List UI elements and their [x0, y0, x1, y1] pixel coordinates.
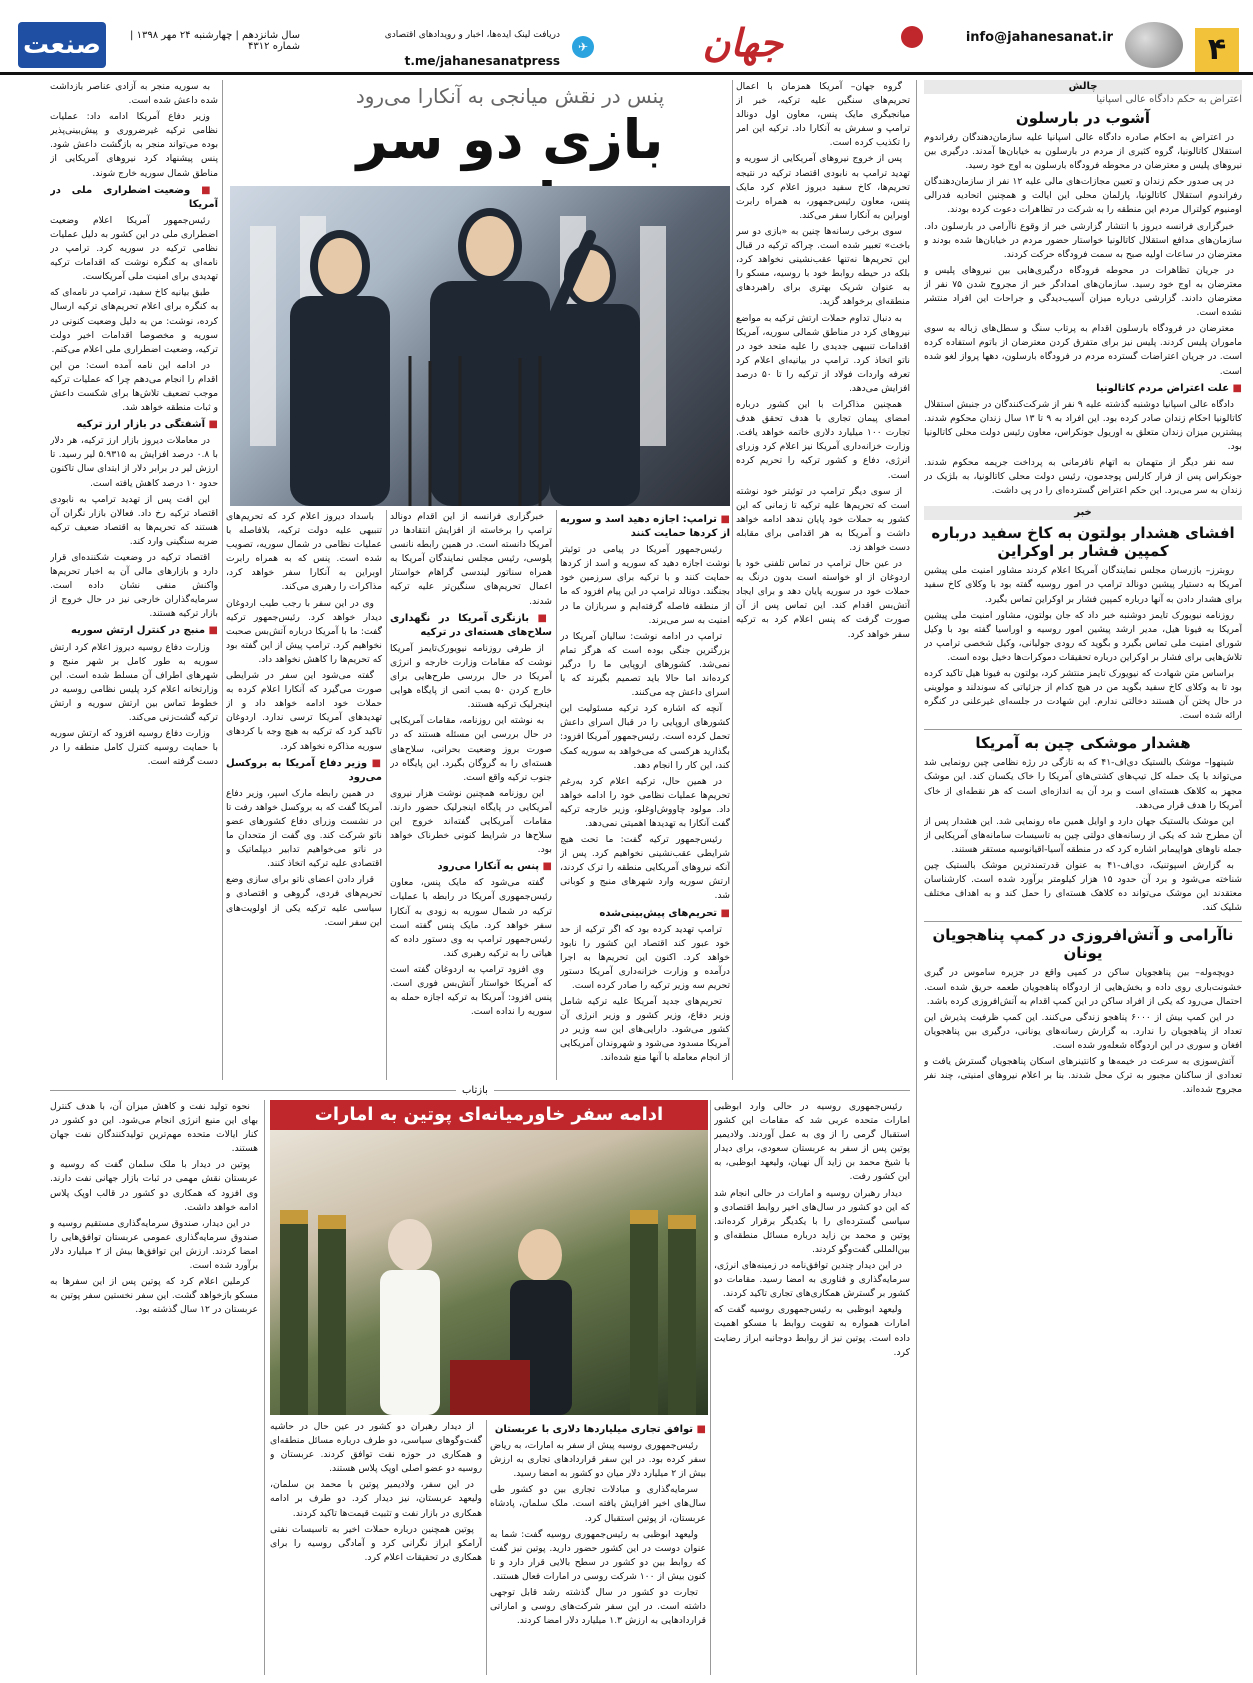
headline-supertitle: اعتراض به حکم دادگاه عالی اسپانیا [1096, 94, 1242, 105]
paragraph: در عین حال ترامپ در تماس تلفنی خود با اردوغان از او خواسته است بدون درنگ به حملات خود در سوریه پایان دهد و برای ایجاد آتش‌بس اقدام کند. این تماس پس از آن صورت گرفت که پنس اعلام کرد به ترکیه سفر خواهد کرد. [736, 558, 910, 640]
main-column-1 [736, 80, 910, 1080]
bottom-photo [270, 1130, 708, 1415]
newspaper-logo: صنعت [18, 22, 106, 68]
main-column-3 [390, 510, 552, 1080]
article-greece-camp [924, 966, 1242, 1099]
paragraph: آنچه که اشاره کرد ترکیه مسئولیت این کشورهای اروپایی را در قبال اسرای داعش تحمل کرده است. رئیس‌جمهور آمریکا افزود: بگذارید هرکسی که می‌خواهد به سوریه کمک کند، این کار را انجام دهد. [560, 703, 730, 771]
paragraph: وزیر دفاع آمریکا ادامه داد: عملیات نظامی ترکیه غیرضروری و پیش‌بینی‌پذیر بوده می‌تواند منجر به بازگشت داعش شود. پنس پیشنهاد کرد نیروهای آمریکایی از مناطق شمال سوریه خارج شوند. [50, 111, 218, 179]
paragraph: سه نفر دیگر از متهمان به اتهام نافرمانی به پرداخت جریمه محکوم شدند. جونکراس پس از فرار کارلس پوجدمون، رئیس دولت محلی کاتالونیا، به بلژیک در زندان به سر می‌برد. این حکم اعتراض گسترده‌ای را در پی داشت. [924, 457, 1242, 497]
headline-greece-camp: ناآرامی و آتش‌افروزی در کمپ پناهجویان یونان [932, 926, 1234, 963]
paragraph: وزارت دفاع روسیه دیروز اعلام کرد ارتش سوریه به طور کامل بر شهر منبج و شهرهای اطراف آن مسلط شده است. این وزارتخانه اعلام کرد پلیس نظامی روسیه در خطوط تماس بین ارتش سوریه و ارتش ترکیه گشت‌زنی می‌کند. [50, 641, 218, 724]
paragraph: به سوریه منجر به آزادی عناصر بازداشت شده داعش شده است. [50, 81, 218, 107]
subheading: ■ پنس به آنکارا می‌رود [390, 860, 552, 874]
paragraph: نحوه تولید نفت و کاهش میزان آن، با هدف کنترل بهای این منبع انرژی انجام می‌شود. این دو کشور در کنار ایالات متحده مهم‌ترین تولیدکنندگان نفت جهان هستند. [50, 1101, 258, 1155]
paragraph: دویچه‌وله– بین پناهجویان ساکن در کمپی واقع در جزیره ساموس در گیری خشونت‌باری روی داده و بخش‌هایی از اردوگاه پناهجویان طعمه حریق شده است. احتمال می‌رود که یکی از افراد ساکن در این کمپ اقدام به آتش‌افروزی کرده باشد. [924, 967, 1242, 1007]
paragraph: از طرفی روزنامه نیویورک‌تایمز آمریکا نوشت که مقامات وزارت خارجه و انرژی آمریکا در حال بررسی طرح‌هایی برای خارج کردن ۵۰ بمب اتمی از پایگاه هوایی اینجرلیک ترکیه هستند. [390, 642, 552, 711]
paragraph: این افت پس از تهدید ترامپ به نابودی اقتصاد ترکیه رخ داد. فعالان بازار نگران آن هستند که تحریم‌ها به اقتصاد ضعیف ترکیه ضربه سنگینی وارد کند. [50, 493, 218, 547]
paragraph: باسداد دیروز اعلام کرد که تحریم‌های تنبیهی علیه دولت ترکیه، بلافاصله با عملیات نظامی در شمال سوریه، تصویب شده است. پنس که به همراه رابرت اوبراین به آنکارا سفر خواهد کرد، مذاکرات را رهبری می‌کند. [226, 511, 382, 593]
page-number: ۴ [1195, 28, 1239, 72]
main-column-2 [560, 510, 730, 1080]
subheading: ■ بازنگری آمریکا در نگهداری سلاح‌های هسته‌ای در ترکیه [390, 612, 552, 640]
paragraph: اقتصاد ترکیه در وضعیت شکننده‌ای قرار دارد و بازارهای مالی آن به اخبار تحریم‌ها واکنش منفی نشان داده است. سرمایه‌گذاران خارجی نیز در حال خروج از بازار ترکیه هستند. [50, 552, 218, 620]
paragraph: سرمایه‌گذاری و مبادلات تجاری بین دو کشور طی سال‌های اخیر افزایش یافته است. ملک سلمان، پادشاه عربستان، از پوتین استقبال کرد. [490, 1484, 706, 1524]
section-tag: بازتاب [456, 1083, 494, 1098]
paragraph: در این دیدار، صندوق سرمایه‌گذاری مستقیم روسیه و صندوق سرمایه‌گذاری عمومی عربستان توافق‌هایی را امضا کردند. ارزش این توافق‌ها بیش از ۲ میلیارد دلار برآورد شده است. [50, 1217, 258, 1272]
sidebar-kicker: خبر [924, 506, 1242, 520]
paragraph: تجارت دو کشور در سال گذشته رشد قابل توجهی داشته است. در این سفر شرکت‌های روسی و اماراتی قراردادهایی به ارزش ۱.۳ میلیارد دلار امضا کردند. [490, 1587, 706, 1627]
telegram-text: دریافت لینک ایده‌ها، اخبار و رویدادهای اقتصادی [384, 30, 560, 40]
paragraph: روبترز– بازرسان مجلس نمایندگان آمریکا اعلام کردند مشاور امنیت ملی پیشین آمریکا به دستیار پیشین دونالد ترامپ در امور روسیه گفته بود با وکلای کاخ سفید برای هشدار دادن به آنها درباره کمپین فشار بر اوکراین تماس بگیرد. [924, 565, 1242, 605]
sidebar-kicker: چالش [924, 80, 1242, 94]
paragraph: در پی صدور حکم زندان و تعیین مجازات‌های مالی علیه ۱۲ نفر از سازمان‌دهندگان رفراندوم استقلال کاتالونیا، پارلمان محلی این ایالت و همچنین اتحادیه فدرالی اومنیوم کولترال مردم این منطقه را به شرکت در تظاهرات دعوت کرده بودند. [924, 176, 1242, 216]
paragraph: دادگاه عالی اسپانیا دوشنبه گذشته علیه ۹ نفر از شرکت‌کنندگان در جنبش استقلال کاتالونیا احکام زندان صادر کرده بود. این افراد به ۹ تا ۱۳ سال زندان محکوم شدند. پیشترین میزان زندان متعلق به اوریول جونکراس، معاون رئیس دولت محلی کاتالونیا بود. [924, 398, 1242, 452]
subheading: ■ ترامپ: اجازه دهید اسد و سوریه از کردها حمایت کنند [560, 513, 730, 541]
paragraph: رئیس‌جمهوری روسیه پیش از سفر به امارات، به ریاض سفر کرده بود. در این سفر قراردادهای تجاری به ارزش بیش از ۲ میلیارد دلار میان دو کشور به امضا رسید. [490, 1440, 706, 1480]
article-china-missile [924, 756, 1242, 917]
paragraph: رئیس‌جمهور آمریکا اعلام وضعیت اضطراری ملی در این کشور به دلیل عملیات نظامی ترکیه در سوریه کرد. ترامپ در نامه‌ای به کنگره نوشت که اقدامات ترکیه تهدیدی برای امنیت ملی آمریکاست. [50, 214, 218, 283]
article-barcelona [924, 131, 1242, 500]
paragraph: ترامپ در ادامه نوشت: سالیان آمریکا در بزرگترین جنگی بوده است که هرگز تمام نمی‌شد. کشورهای اروپایی ما را درگیر کرده‌اند اما حالا باید تصمیم بگیرند که با اسرای داعش چه می‌کنند. [560, 630, 730, 699]
paragraph: پوتین همچنین درباره حملات اخیر به تاسیسات نفتی آرامکو ابراز نگرانی کرد و آمادگی روسیه را برای همکاری در تحقیقات اعلام کرد. [270, 1523, 482, 1563]
bottom-headline-banner: ادامه سفر خاورمیانه‌ای پوتین به امارات [270, 1100, 708, 1130]
paragraph: به دنبال تداوم حملات ارتش ترکیه به مواضع نیروهای کرد در مناطق شمالی سوریه، آمریکا اقدامات تنبیهی جدیدی را علیه متحد خود در ناتو اتخاذ کرد. ترامپ در بیانیه‌ای اعلام کرد تعرفه واردات فولاد از ترکیه را تا ۵۰ درصد افزایش می‌دهد. [736, 312, 910, 394]
paragraph: قرار دادن اعضای ناتو برای سازی وضع تحریم‌های فردی، گروهی و اقتصادی و سیاسی علیه ترکیه یکی از اولویت‌های این سفر است. [226, 874, 382, 928]
paragraph: ترامپ تهدید کرده بود که اگر ترکیه از حد خود عبور کند اقتصاد این کشور را نابود خواهد کرد. اکنون این تحریم‌ها به اجرا درآمده و وزارت خزانه‌داری آمریکا دستور تحریم سه وزیر ترکیه را صادر کرده است. [560, 923, 730, 991]
paragraph: به نوشته این روزنامه، مقامات آمریکایی در حال بررسی این مسئله هستند که در صورت بروز وضعیت بحرانی، سلاح‌های هسته‌ای را به گروگان بگیرد. این پایگاه در جنوب ترکیه واقع است. [390, 715, 552, 783]
headline-bolton: افشای هشدار بولتون به کاخ سفید درباره کمپین فشار بر اوکراین [931, 524, 1235, 561]
bottom-column-4 [50, 1100, 258, 1675]
press-conference-image [230, 186, 730, 506]
subheading: ■ تحریم‌های پیش‌بینی‌شده [560, 907, 730, 921]
subheading: ■ منبج در کنترل ارتش سوریه [50, 624, 218, 638]
paragraph: تحریم‌های جدید آمریکا علیه ترکیه شامل وزیر دفاع، وزیر کشور و وزیر انرژی آن کشور می‌شود. دارایی‌های این سه وزیر در آمریکا مسدود می‌شود و شهروندان آمریکایی از انجام معامله با آنها منع شده‌اند. [560, 996, 730, 1064]
paragraph: در این سفر، ولادیمیر پوتین با محمد بن سلمان، ولیعهد عربستان، نیز دیدار کرد. دو طرف بر ادامه همکاری در بازار نفت و تثبیت قیمت‌ها تاکید کردند. [270, 1479, 482, 1519]
headline-barcelona: آشوب در بارسلون [1015, 109, 1151, 127]
paragraph: رئیس‌جمهوری روسیه در حالی وارد ابوظبی امارات متحده عربی شد که مقامات این کشور استقبال گرمی را از وی به عمل آوردند. ولادیمیر پوتین پس از سفر به عربستان سعودی، برای دیدار با شیخ محمد بن زاید آل نهیان، ولیعهد ابوظبی، به این کشور رفت. [714, 1101, 910, 1183]
paragraph: در ادامه این نامه آمده است: من این اقدام را انجام می‌دهم چرا که عملیات ترکیه موجب تضعیف تلاش‌ها برای شکست داعش و ثبات منطقه خواهد شد. [50, 359, 218, 414]
paragraph: پس از خروج نیروهای آمریکایی از سوریه و تهدید ترامپ به نابودی اقتصاد ترکیه در نتیجه تحریم‌ها، کاخ سفید دیروز اعلام کرد مایک پنس، معاون رئیس‌جمهور، به همراه رابرت اوبراین به آنکارا سفر می‌کند. [736, 153, 910, 221]
paragraph: وی در این سفر با رجب طیب اردوغان دیدار خواهد کرد. رئیس‌جمهور ترکیه گفت: ما با آمریکا درباره آتش‌بس صحبت نخواهیم کرد. ترامپ پیش از این گفته بود که تحریم‌ها را کاهش نخواهد داد. [226, 597, 382, 665]
paragraph: شینهوا– موشک بالستیک دی‌اف-۴۱ که به تازگی در رژه نظامی چین رونمایی شد می‌تواند با یک حمله کل تیپ‌های کشتی‌های آمریکا را خاک یکسان کند. این موشک مجهز به کلاهک هسته‌ای است و برد آن به اندازه‌ای است که هر نقطه‌ای از خاک آمریکا را هدف قرار می‌دهد. [924, 757, 1242, 811]
bottom-column-3 [270, 1420, 482, 1675]
paragraph: رئیس‌جمهور آمریکا در پیامی در توئیتر نوشت اجازه دهید که سوریه و اسد از کردها حمایت کنند و با ترکیه برای سرزمین خود بجنگند. دونالد ترامپ در این پیام افزود که ما از منطقه فاصله گرفته‌ایم و سربازان ما در امنیت به سر می‌برند. [560, 544, 730, 626]
bottom-column-1 [714, 1100, 910, 1675]
paragraph: به گزارش اسپوتنیک، دی‌اف-۴۱ به عنوان قدرتمندترین موشک بالستیک چین شناخته می‌شود و برد آن حدود ۱۵ هزار کیلومتر برآورد شده است. کارشناسان معتقدند این موشک می‌تواند ده کلاهک هسته‌ای را حمل کند و به اهداف مختلف شلیک کند. [924, 860, 1242, 914]
paragraph: در همین رابطه مارک اسپر، وزیر دفاع آمریکا گفت که به بروکسل خواهد رفت تا در نشست وزرای دفاع کشورهای عضو ناتو شرکت کند. وی گفت از متحدان ما در ناتو می‌خواهیم تدابیر دیپلماتیک و اقتصادی علیه ترکیه اتخاذ کنند. [226, 787, 382, 870]
sidebar [924, 80, 1242, 1675]
state-visit-image [270, 1130, 708, 1415]
headline-china-missile: هشدار موشکی چین به آمریکا [975, 734, 1191, 753]
paragraph: وزارت دفاع روسیه افزود که ارتش سوریه با حمایت روسیه کنترل کامل منطقه را در دست گرفته است. [50, 728, 218, 768]
paragraph: کرملین اعلام کرد که پوتین پس از این سفرها به مسکو بازخواهد گشت. این سفر نخستین سفر پوتین به عربستان در ۱۲ سال گذشته بود. [50, 1276, 258, 1316]
subheading: ■ وزیر دفاع آمریکا به بروکسل می‌رود [226, 757, 382, 785]
paragraph: گفته می‌شود این سفر در شرایطی صورت می‌گیرد که آنکارا اعلام کرده به حملات خود ادامه خواهد داد و از تهدیدهای آمریکا ترسی ندارد. اردوغان تاکید کرد که ترکیه به هیچ وجه با کردهای سوریه مذاکره نخواهد کرد. [226, 670, 382, 752]
telegram-icon: ✈ [572, 36, 594, 58]
paragraph: در همین حال، ترکیه اعلام کرد به‌رغم تحریم‌ها عملیات نظامی خود را ادامه خواهد داد. مولود چاووش‌اوغلو، وزیر خارجه ترکیه گفت آنکارا به تهدیدها اهمیتی نمی‌دهد. [560, 775, 730, 829]
paragraph: در اعتراض به احکام صادره دادگاه عالی اسپانیا علیه سازمان‌دهندگان رفراندوم استقلال کاتالونیا، گروه کثیری از مردم در بارسلون به خیابان‌ها آمدند. درگیری بین نیروهای پلیس و معترضان در محوطه فرودگاه بارسلون به اوج خود رسید. [924, 132, 1242, 172]
subheading: ■ توافق تجاری میلیاردها دلاری با عربستان [490, 1423, 706, 1437]
paragraph: گروه جهان– آمریکا همزمان با اعمال تحریم‌های سنگین علیه ترکیه، خبر از میانجیگری مایک پنس، معاون اول دونالد ترامپ و سفرش به آنکارا داد. ترکیه این امر را تکذیب کرده است. [736, 81, 910, 149]
issue-info: سال شانزدهم | چهارشنبه ۲۴ مهر ۱۳۹۸ | شماره ۴۳۱۲ [130, 30, 300, 52]
paragraph: این روزنامه همچنین نوشت هزار نیروی آمریکایی در پایگاه اینجرلیک حضور دارند. مقامات آمریکایی گفته‌اند خروج این سلاح‌ها در شرایط کنونی خطرناک خواهد بود. [390, 787, 552, 856]
paragraph: در این دیدار چندین توافق‌نامه در زمینه‌های انرژی، سرمایه‌گذاری و فناوری به امضا رسید. مقامات دو کشور بر گسترش همکاری‌های تجاری تاکید کردند. [714, 1260, 910, 1300]
paragraph: پوتین در دیدار با ملک سلمان گفت که روسیه و عربستان نقش مهمی در ثبات بازار جهانی نفت دارند. وی افزود که همکاری دو کشور در قالب اوپک پلاس ادامه خواهد داشت. [50, 1159, 258, 1213]
paragraph: سوی برخی رسانه‌ها چنین به «بازی دو سر باخت» تعبیر شده است. چراکه ترکیه در قبال این تحریم‌ها نه‌تنها عقب‌نشینی نخواهد کرد، بلکه در حیطه روابط خود با روسیه، مسکو را به عنوان شریک بهتری برای راهبردهای منطقه‌ای برخواهد گزید. [736, 225, 910, 308]
section-title: جهان [702, 20, 783, 65]
paragraph: آتش‌سوزی به سرعت در خیمه‌ها و کانتینرهای اسکان پناهجویان گسترش یافت و تعدادی از ساکنان مجبور به ترک محل شدند. بنا بر اعلام نیروهای امنیتی، چند نفر مجروح شده‌اند. [924, 1055, 1242, 1096]
article-bolton [924, 564, 1242, 725]
main-photo [230, 186, 730, 506]
subheading: ■ علت اعتراض مردم کاتالونیا [924, 382, 1242, 396]
paragraph: براساس متن شهادت که نیویورک تایمز منتشر کرد، بولتون به فیونا هیل تاکید کرده بود تا به وکلای کاخ سفید بگوید من در هیچ کدام از جزئیاتی که سوندلند و مولوینی در حال پختن آن هستند دخالتی ندارم. این شهادت در جلسه‌ای غیرعلنی در کنگره ارائه شده است. [924, 668, 1242, 722]
paragraph: روزنامه نیویورک تایمز دوشنبه خبر داد که جان بولتون، مشاور امنیت ملی پیشین آمریکا به فیونا هیل، مدیر ارشد پیشین امور روسیه و اوراسیا گفته بود با وکیل شورای امنیت ملی تماس بگیرد و بگوید که رودی جولیانی، وکیل شخصی ترامپ در تلاش‌هایی برای فشار بر اوکراین درباره تحقیقات دموکرات‌ها دخیل بوده است. [924, 609, 1242, 663]
paragraph: دیدار رهبران روسیه و امارات در حالی انجام شد که این دو کشور در سال‌های اخیر روابط اقتصادی و سیاسی گسترده‌ای را با یکدیگر برقرار کرده‌اند. پوتین و محمد بن زاید درباره مسائل منطقه‌ای و بین‌المللی گفت‌وگو کردند. [714, 1187, 910, 1255]
subheading: ■ آشفتگی در بازار ارز ترکیه [50, 418, 218, 432]
paragraph: طبق بیانیه کاخ سفید، ترامپ در نامه‌ای که به کنگره برای اعلام تحریم‌های ترکیه ارسال کرده، نوشت: من به دلیل وضعیت کنونی در سوریه و مخصوصا اقدامات اخیر دولت ترکیه، وضعیت اضطراری ملی اعلام می‌کنم. [50, 287, 218, 355]
paragraph: در این کمپ بیش از ۶۰۰۰ پناهجو زندگی می‌کنند. این کمپ ظرفیت پذیرش این تعداد از پناهجویان را ندارد. به گزارش رسانه‌های یونانی، درگیری بین پناهجویان افغان و سوری در این اردوگاه شعله‌ور شده است. [924, 1011, 1242, 1051]
paragraph: رئیس‌جمهور ترکیه گفت: ما تحت هیچ شرایطی عقب‌نشینی نخواهیم کرد. پس از آنکه نیروهای آمریکایی منطقه را ترک کردند، ارتش سوریه وارد شهرهای منبج و کوبانی شد. [560, 834, 730, 902]
paragraph: از دیدار رهبران دو کشور در عین حال در حاشیه گفت‌وگوهای سیاسی، دو طرف درباره مسائل منطقه‌ای و همکاری در حوزه نفت توافق کردند. عربستان و روسیه دو عضو اصلی اوپک پلاس هستند. [270, 1421, 482, 1475]
paragraph: ولیعهد ابوظبی به رئیس‌جمهوری روسیه گفت: شما به عنوان دوست در این کشور حضور دارید. پوتین نیز گفت که روابط بین دو کشور در سطح بالایی قرار دارد و تا کنون بیش از ۱۰۰ شرکت روسی در امارات فعال هستند. [490, 1528, 706, 1582]
paragraph: وی افزود ترامپ به اردوغان گفته است که آمریکا خواستار آتش‌بس فوری است. پنس افزود: آمریکا به ترکیه اجازه حمله به سوریه را نداده است. [390, 963, 552, 1018]
paragraph: در معاملات دیروز بازار ارز ترکیه، هر دلار با ۰.۸ درصد افزایش به ۵.۹۳۱۵ لیر رسید. تا ارزش لیر در برابر دلار از ابتدای سال تاکنون حدود ۱۰ درصد کاهش یافته است. [50, 435, 218, 489]
paragraph: معترضان در فرودگاه بارسلون اقدام به پرتاب سنگ و سطل‌های زباله به سوی ماموران پلیس کردند. پلیس نیز برای متفرق کردن معترضان از باتوم استفاده کرده است. در جریان اعتراضات گسترده مردم در فرودگاه بارسلون، دهها پرواز لغو شده است. [924, 323, 1242, 377]
paragraph: خبرگزاری فرانسه از این اقدام دونالد ترامپ را برخاسته از افزایش انتقادها در آمریکا دانسته است. در همین رابطه نانسی پلوسی، رئیس مجلس نمایندگان آمریکا به همراه سناتور لیندسی گراهام خواستار اعمال تحریم‌های سنگین‌تر علیه ترکیه شدند. [390, 511, 552, 607]
main-column-5 [50, 80, 218, 1080]
paragraph: از سوی دیگر ترامپ در توئیتر خود نوشته است که تحریم‌ها علیه ترکیه تا زمانی که این کشور به حملات خود پایان ندهد ادامه خواهد داشت و آمریکا به هر اقدامی برای مقابله دست خواهد زد. [736, 485, 910, 553]
telegram-link[interactable]: t.me/jahanesanatpress [404, 54, 560, 68]
paragraph: این موشک بالستیک جهان دارد و اوایل همین ماه رونمایی شد. این هشدار پس از آن مطرح شد که یکی از رسانه‌های دولتی چین به تاسیسات سامانه‌های آمریکایی از جمله ناوهای هواپیمابر اشاره کرد که در منطقه آسیا-اقیانوسیه مستقر هستند. [924, 815, 1242, 855]
main-headline: بازی دو سر [356, 108, 664, 171]
globe-icon [1125, 22, 1183, 68]
subheading: ■ وضعیت اضطراری ملی در آمریکا [50, 184, 218, 212]
paragraph: همچنین مذاکرات با این کشور درباره امضای پیمان تجاری با هدف تحقق هدف تجارت ۱۰۰ میلیارد دلاری خاتمه خواهد یافت. وزارت خزانه‌داری آمریکا نیز اعلام کرد وزرای انرژی، دفاع و کشور ترکیه را تحریم کرده است. [736, 399, 910, 481]
paragraph: خبرگزاری فرانسه دیروز با انتشار گزارشی خبر از وقوع ناآرامی در بارسلون داد. سازمان‌های مدافع استقلال کاتالونیا خواستار حضور مردم در خیابان‌ها شده بودند و معترضان در ساعات اولیه صبح به سمت فرودگاه حرکت کردند. [924, 220, 1242, 260]
main-column-4 [226, 510, 382, 1080]
contact-email[interactable]: info@jahanesanat.ir [965, 30, 1113, 45]
email-icon [901, 26, 923, 48]
page-header [0, 0, 1253, 75]
bottom-column-2 [490, 1420, 706, 1675]
paragraph: گفته می‌شود که مایک پنس، معاون رئیس‌جمهوری آمریکا در رابطه با عملیات ترکیه در شمال سوریه به زودی به آنکارا سفر خواهد کرد. مایک پنس گفته است رئیس‌جمهور ترامپ به وی دستور داده که هیاتی را به ترکیه رهبری کند. [390, 877, 552, 959]
paragraph: در جریان تظاهرات در محوطه فرودگاه درگیری‌هایی بین نیروهای پلیس و معترضان به اوج خود رسید. سازمان‌های امدادگر خبر از مجروح شدن ۷۵ نفر از معترضان دادند. گزارشی درباره میزان آسیب‌دیدگی و جراحات این افراد منتشر نشده است. [924, 264, 1242, 319]
paragraph: ولیعهد ابوظبی به رئیس‌جمهوری روسیه گفت که امارات همواره به تقویت روابط با مسکو اهمیت داده است. پوتین نیز از روابط دوجانبه ابراز رضایت کرد. [714, 1304, 910, 1358]
main-kicker: پنس در نقش میانجی به آنکارا می‌رود [355, 84, 665, 108]
